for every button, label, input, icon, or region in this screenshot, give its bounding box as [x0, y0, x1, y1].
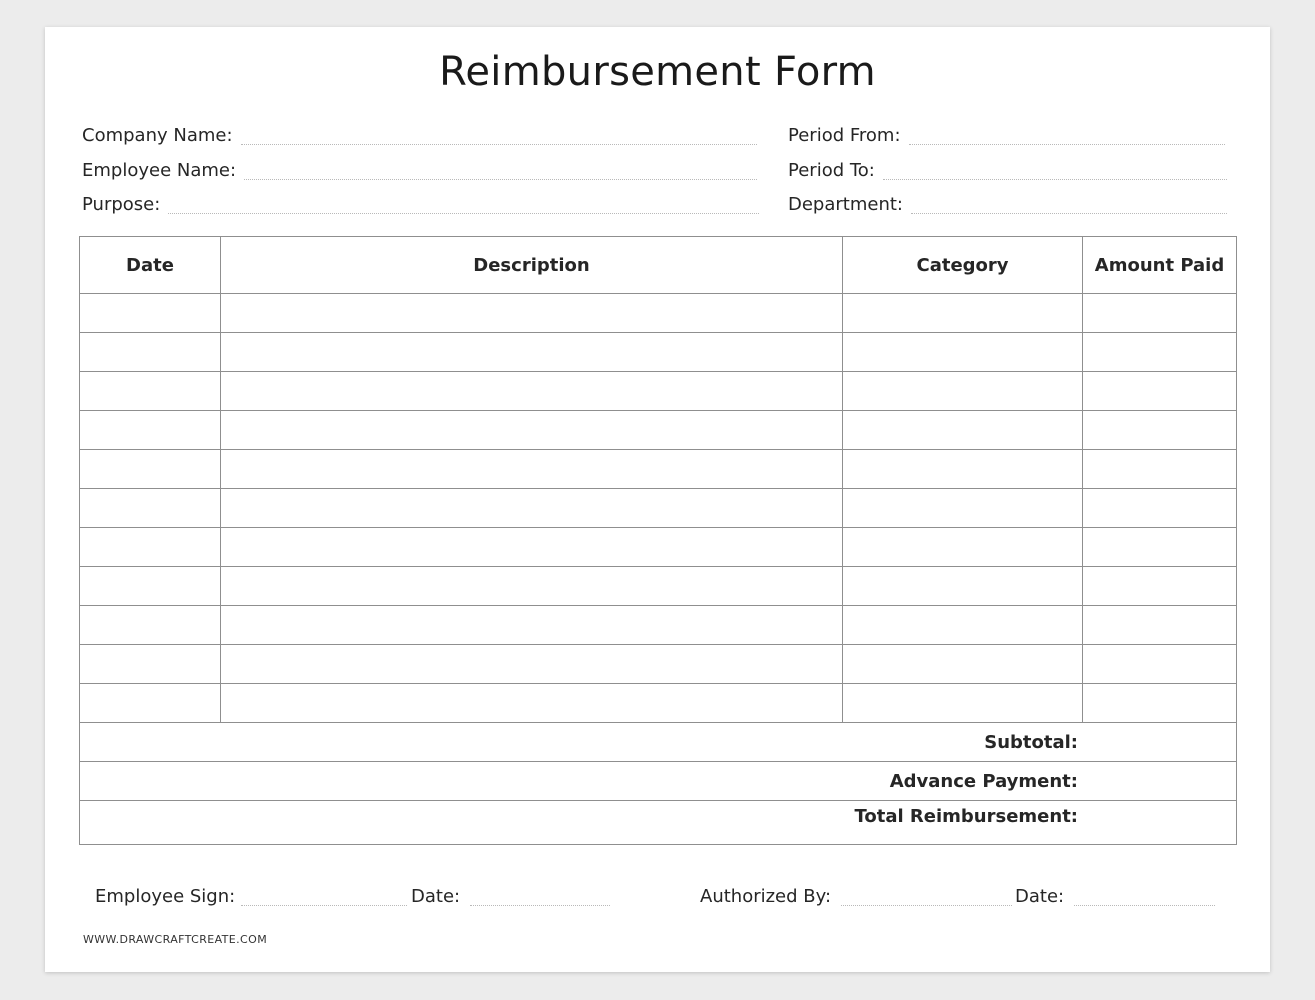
- category-cell[interactable]: [843, 606, 1083, 645]
- table-row: [80, 528, 1237, 567]
- category-cell[interactable]: [843, 450, 1083, 489]
- period-to-field[interactable]: [788, 158, 1227, 182]
- category-cell[interactable]: [843, 528, 1083, 567]
- date-cell[interactable]: [80, 333, 221, 372]
- authorized-date-label: Date:: [1015, 886, 1065, 907]
- column-header-description: Description: [221, 237, 843, 294]
- purpose-label: Purpose:: [82, 194, 161, 215]
- employee-sign-label: Employee Sign:: [95, 886, 236, 907]
- table-row: [80, 645, 1237, 684]
- amount-paid-cell[interactable]: [1083, 333, 1237, 372]
- company-name-field[interactable]: [82, 123, 757, 147]
- authorized-by-line[interactable]: [841, 889, 1012, 906]
- expense-table: [79, 236, 1237, 845]
- amount-paid-cell[interactable]: [1083, 294, 1237, 333]
- employee-sign-field[interactable]: [95, 884, 407, 908]
- company-name-line[interactable]: [241, 128, 757, 145]
- category-cell[interactable]: [843, 333, 1083, 372]
- column-header-category: Category: [843, 237, 1083, 294]
- authorized-date-line[interactable]: [1074, 889, 1215, 906]
- category-cell[interactable]: [843, 372, 1083, 411]
- category-cell[interactable]: [843, 489, 1083, 528]
- period-from-field[interactable]: [788, 123, 1225, 147]
- column-header-date: Date: [80, 237, 221, 294]
- period-to-line[interactable]: [883, 163, 1227, 180]
- table-row: [80, 372, 1237, 411]
- amount-paid-cell[interactable]: [1083, 528, 1237, 567]
- amount-paid-cell[interactable]: [1083, 489, 1237, 528]
- amount-paid-cell[interactable]: [1083, 372, 1237, 411]
- employee-date-field[interactable]: [411, 884, 610, 908]
- website-credit: WWW.DRAWCRAFTCREATE.COM: [83, 933, 268, 946]
- date-cell[interactable]: [80, 567, 221, 606]
- date-cell[interactable]: [80, 489, 221, 528]
- employee-name-field[interactable]: [82, 158, 757, 182]
- table-row: [80, 294, 1237, 333]
- advance-payment-label: Advance Payment:: [80, 762, 1237, 801]
- advance-payment-row: [80, 762, 1237, 801]
- amount-paid-cell[interactable]: [1083, 645, 1237, 684]
- category-cell[interactable]: [843, 684, 1083, 723]
- table-row: [80, 606, 1237, 645]
- employee-date-label: Date:: [411, 886, 461, 907]
- date-cell[interactable]: [80, 606, 221, 645]
- category-cell[interactable]: [843, 294, 1083, 333]
- date-cell[interactable]: [80, 645, 221, 684]
- table-row: [80, 489, 1237, 528]
- amount-paid-cell[interactable]: [1083, 450, 1237, 489]
- description-cell[interactable]: [221, 489, 843, 528]
- employee-name-line[interactable]: [244, 163, 757, 180]
- category-cell[interactable]: [843, 645, 1083, 684]
- description-cell[interactable]: [221, 372, 843, 411]
- period-from-label: Period From:: [788, 125, 901, 146]
- description-cell[interactable]: [221, 528, 843, 567]
- authorized-by-field[interactable]: [700, 884, 1012, 908]
- period-to-label: Period To:: [788, 160, 875, 181]
- employee-date-line[interactable]: [470, 889, 610, 906]
- purpose-field[interactable]: [82, 192, 759, 216]
- department-line[interactable]: [911, 197, 1227, 214]
- authorized-date-field[interactable]: [1015, 884, 1215, 908]
- company-name-label: Company Name:: [82, 125, 233, 146]
- employee-name-label: Employee Name:: [82, 160, 237, 181]
- expense-rows: [80, 294, 1237, 723]
- description-cell[interactable]: [221, 294, 843, 333]
- date-cell[interactable]: [80, 684, 221, 723]
- date-cell[interactable]: [80, 450, 221, 489]
- table-row: [80, 684, 1237, 723]
- amount-paid-cell[interactable]: [1083, 411, 1237, 450]
- department-label: Department:: [788, 194, 903, 215]
- form-title: Reimbursement Form: [439, 49, 876, 95]
- authorized-by-label: Authorized By:: [700, 886, 832, 907]
- category-cell[interactable]: [843, 567, 1083, 606]
- description-cell[interactable]: [221, 684, 843, 723]
- subtotal-row: [80, 723, 1237, 762]
- date-cell[interactable]: [80, 528, 221, 567]
- total-reimbursement-label: Total Reimbursement:: [80, 801, 1237, 845]
- date-cell[interactable]: [80, 294, 221, 333]
- subtotal-label: Subtotal:: [80, 723, 1237, 762]
- purpose-line[interactable]: [168, 197, 759, 214]
- table-header-row: [80, 237, 1237, 294]
- department-field[interactable]: [788, 192, 1227, 216]
- amount-paid-cell[interactable]: [1083, 567, 1237, 606]
- period-from-line[interactable]: [909, 128, 1225, 145]
- amount-paid-cell[interactable]: [1083, 606, 1237, 645]
- form-sheet: [45, 27, 1270, 972]
- amount-paid-cell[interactable]: [1083, 684, 1237, 723]
- description-cell[interactable]: [221, 567, 843, 606]
- date-cell[interactable]: [80, 372, 221, 411]
- description-cell[interactable]: [221, 333, 843, 372]
- column-header-amount-paid: Amount Paid: [1083, 237, 1237, 294]
- table-row: [80, 450, 1237, 489]
- date-cell[interactable]: [80, 411, 221, 450]
- description-cell[interactable]: [221, 606, 843, 645]
- category-cell[interactable]: [843, 411, 1083, 450]
- table-row: [80, 333, 1237, 372]
- description-cell[interactable]: [221, 645, 843, 684]
- total-reimbursement-row: [80, 801, 1237, 845]
- description-cell[interactable]: [221, 450, 843, 489]
- description-cell[interactable]: [221, 411, 843, 450]
- table-row: [80, 567, 1237, 606]
- table-row: [80, 411, 1237, 450]
- employee-sign-line[interactable]: [241, 889, 407, 906]
